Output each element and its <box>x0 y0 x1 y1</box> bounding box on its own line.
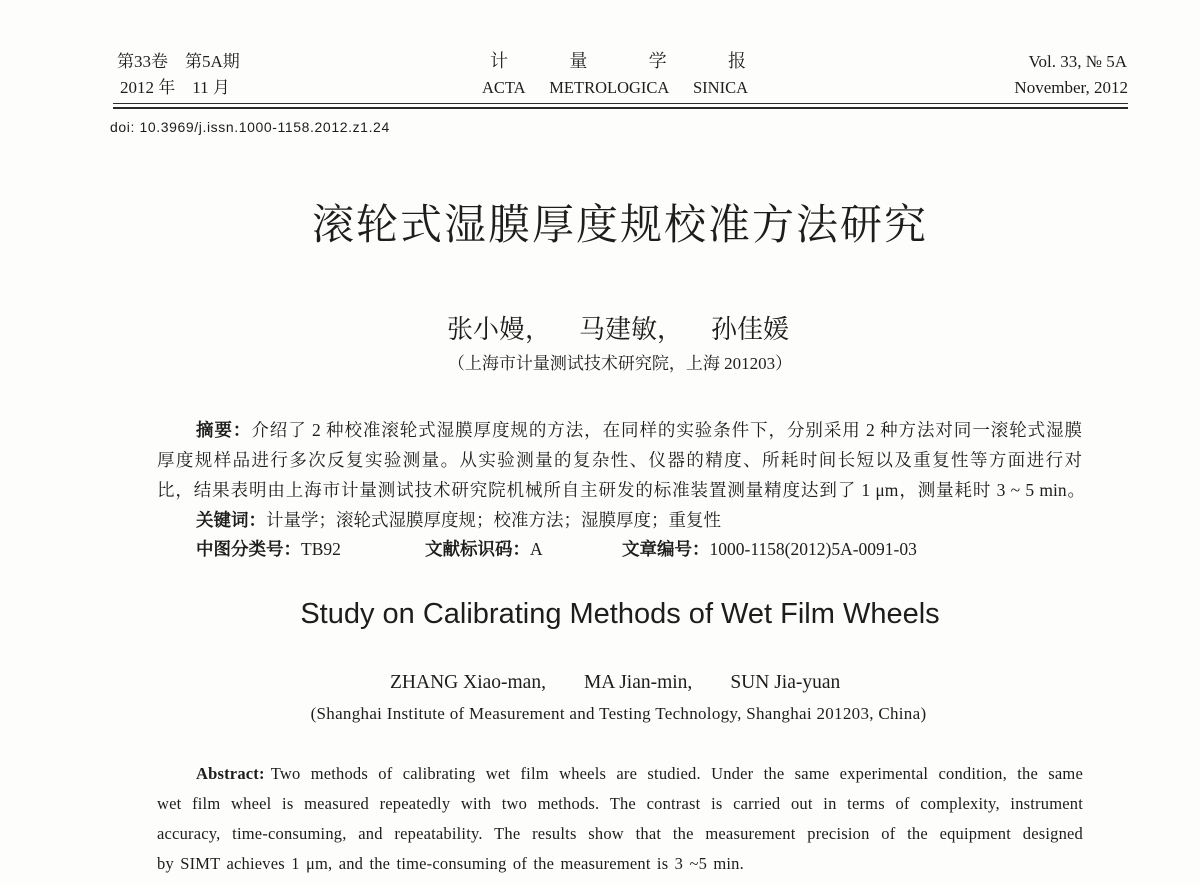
author-en: MA Jian-min, <box>583 672 693 693</box>
author-cn: 马建敏， <box>579 315 684 345</box>
affiliation-en: (Shanghai Institute of Measurement and Testing Technology, Shanghai 201203, China) <box>310 704 927 723</box>
abstract-en-line <box>196 759 1083 789</box>
abstract-cn-label: 摘要： <box>196 421 252 441</box>
volume-issue-cn: 第33卷 第5A期 <box>117 52 240 71</box>
abstract-cn-line: 厚度规样品进行多次反复实验测量。从实验测量的复杂性、仪器的精度、所耗时间长短以及重复性等方面进行对 <box>157 450 1082 470</box>
header-rule-thick <box>113 107 1128 109</box>
journal-name-en: ACTA METROLOGICA SINICA <box>482 78 748 97</box>
title-cn: 滚轮式湿膜厚度规校准方法研究 <box>311 200 928 249</box>
author-en: SUN Jia-yuan <box>730 672 841 693</box>
abstract-en-label: Abstract: <box>196 764 265 783</box>
title-en: Study on Calibrating Methods of Wet Film Wheels <box>300 598 940 630</box>
affiliation-cn: （上海市计量测试技术研究院，上海 201203） <box>447 354 793 373</box>
abstract-en-line: wet film wheel is measured repeatedly with two methods. The contrast is carried out in terms of complexity, instrument <box>157 794 1083 813</box>
abstract-cn-line <box>196 415 1082 445</box>
author-en: ZHANG Xiao-man, <box>390 672 546 693</box>
authors-en <box>390 670 840 696</box>
keywords-cn <box>196 505 721 535</box>
abstract-en-text: Two methods of calibrating wet film wheels are studied. Under the same experimental condition, the same <box>270 764 1083 783</box>
journal-name-cn-char: 报 <box>727 51 746 72</box>
volume-issue-en: Vol. 33, № 5A <box>1028 52 1127 71</box>
article-id-value: 1000-1158(2012)5A-0091-03 <box>709 539 917 559</box>
journal-name-cn-char: 量 <box>569 51 588 72</box>
article-id <box>622 534 917 564</box>
abstract-cn-text: 介绍了 2 种校准滚轮式湿膜厚度规的方法，在同样的实验条件下，分别采用 2 种方法对同一滚轮式湿膜 <box>251 420 1082 440</box>
journal-name-cn-char: 学 <box>648 51 667 72</box>
authors-cn <box>447 313 789 347</box>
journal-name-cn <box>490 50 746 74</box>
doi: doi: 10.3969/j.issn.1000-1158.2012.z1.24 <box>110 119 390 135</box>
document-code-value: A <box>530 539 543 559</box>
journal-name-cn-char: 计 <box>490 51 508 72</box>
classification-number <box>196 534 341 564</box>
keywords-cn-text: 计量学；滚轮式湿膜厚度规；校准方法；湿膜厚度；重复性 <box>266 510 721 530</box>
abstract-en-line: by SIMT achieves 1 μm, and the time-consuming of the measurement is 3 ~5 min. <box>157 854 744 873</box>
date-cn: 2012 年 11 月 <box>120 78 230 97</box>
author-cn: 张小嫚， <box>447 315 552 345</box>
date-en: November, 2012 <box>1014 78 1128 97</box>
document-code-label: 文献标识码： <box>425 540 530 560</box>
document-code <box>425 534 543 564</box>
header-rule-thin <box>113 103 1128 104</box>
abstract-en-line: accuracy, time-consuming, and repeatability. The results show that the measurement precision of the equipment designed <box>157 824 1083 843</box>
article-id-label: 文章编号： <box>622 540 710 560</box>
classification-label: 中图分类号： <box>196 540 301 560</box>
classification-value: TB92 <box>301 539 341 559</box>
abstract-cn-line: 比，结果表明由上海市计量测试技术研究院机械所自主研发的标准装置测量精度达到了 1 μm，测量耗时 3 ~ 5 min。 <box>157 480 1085 500</box>
keywords-cn-label: 关键词： <box>196 511 266 531</box>
author-cn: 孙佳媛 <box>711 315 790 345</box>
